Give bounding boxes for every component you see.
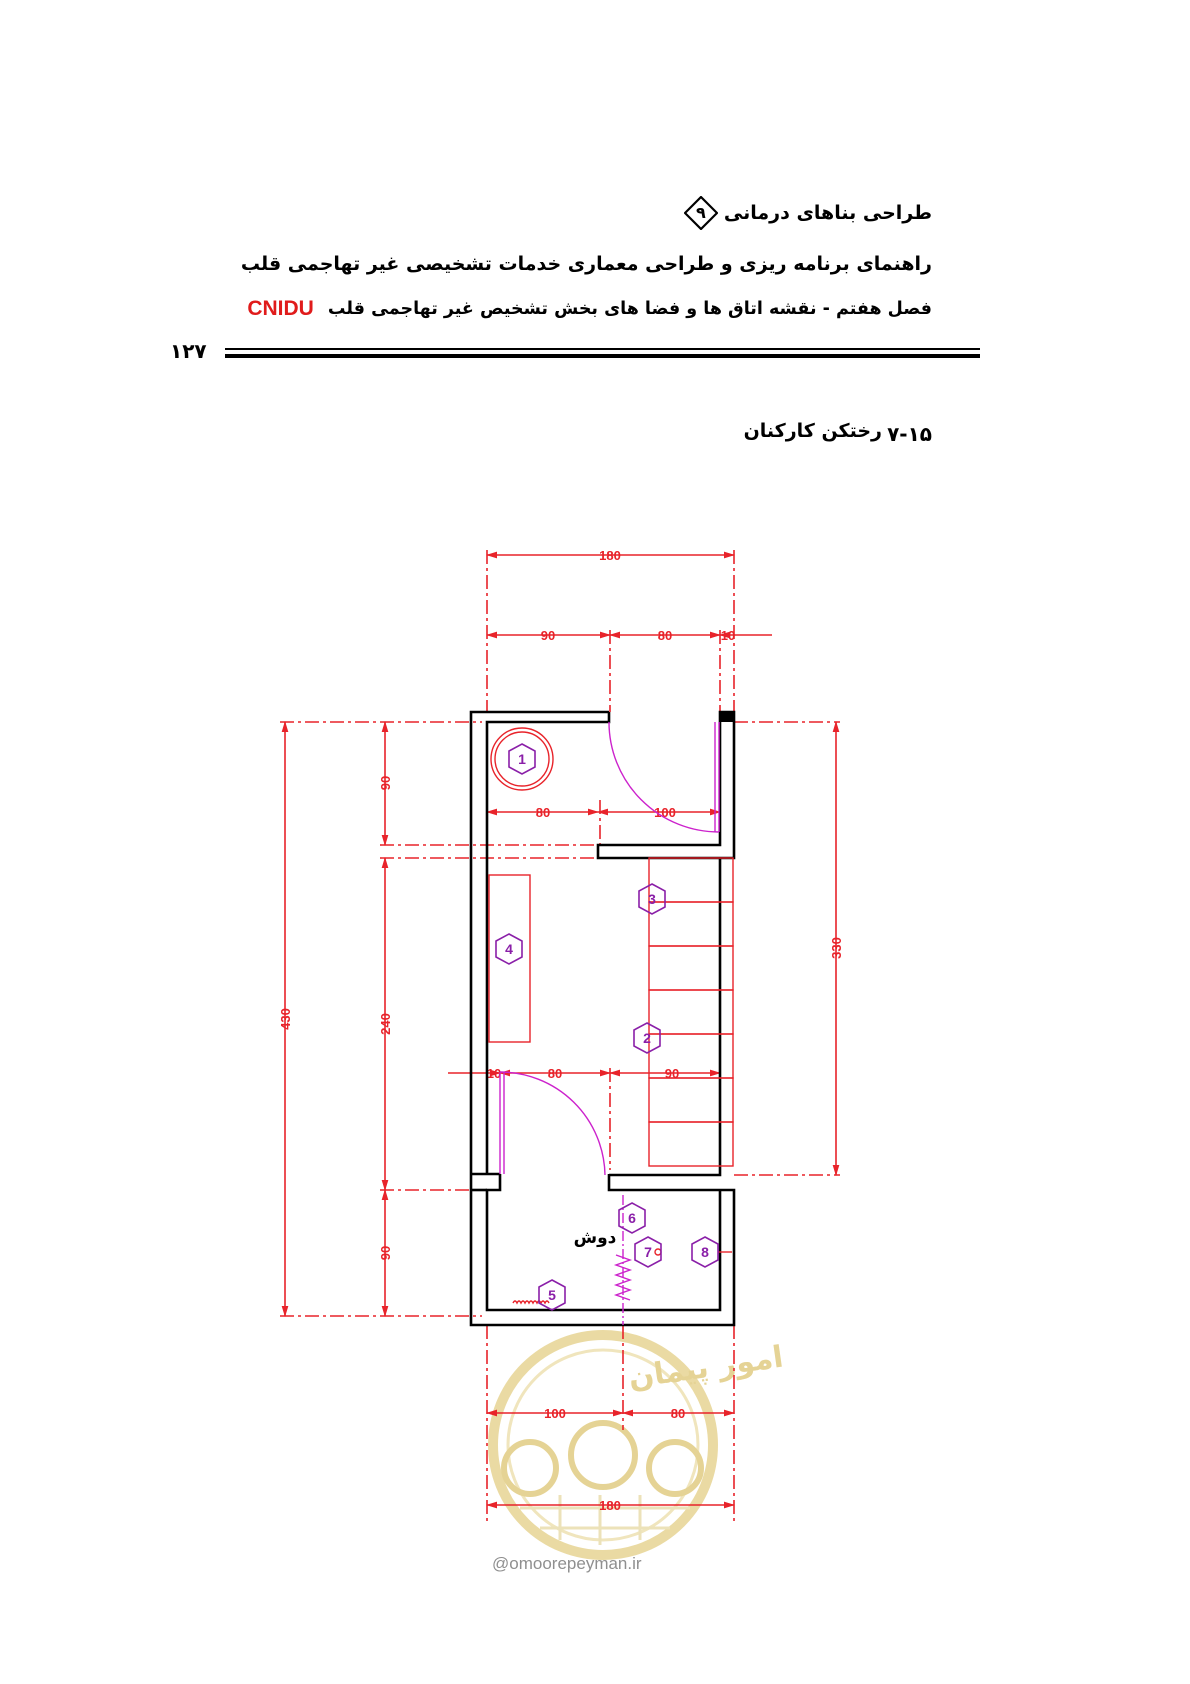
section-title: رختکن کارکنان <box>743 420 882 442</box>
tag-3 <box>639 884 665 914</box>
watermark-seal-text: امور پیمان <box>626 1339 786 1396</box>
svg-text:7: 7 <box>644 1244 652 1260</box>
svg-text:3: 3 <box>648 891 656 907</box>
tag-8 <box>692 1237 718 1267</box>
series-title: طراحی بناهای درمانی <box>723 202 932 224</box>
tag-4 <box>496 934 522 964</box>
svg-text:1: 1 <box>518 751 526 767</box>
svg-text:5: 5 <box>548 1287 556 1303</box>
dim-upper-room-right: 100 <box>654 805 676 820</box>
dim-bottom-right: 80 <box>670 1406 686 1421</box>
dim-right-total: 330 <box>829 937 844 959</box>
section-number: ۷-۱۵ <box>887 422 932 446</box>
chapter-code: CNIDU <box>247 297 314 320</box>
dim-top-left: 90 <box>540 628 556 643</box>
dim-bottom-total: 180 <box>599 1498 621 1513</box>
page-number: ۱۲۷ <box>170 339 207 363</box>
svg-text:8: 8 <box>701 1244 709 1260</box>
tag-2 <box>634 1023 660 1053</box>
dim-upper-room-left: 80 <box>535 805 551 820</box>
shower-label: دوش <box>573 1228 617 1248</box>
dim-top-total: 180 <box>599 548 621 563</box>
svg-text:4: 4 <box>505 941 513 957</box>
svg-text:2: 2 <box>643 1030 651 1046</box>
dim-left-total: 430 <box>278 1008 293 1030</box>
dim-middle-left: 10 <box>486 1066 502 1081</box>
at-icon: @ <box>492 1554 510 1573</box>
series-number: ۹ <box>696 203 706 222</box>
dim-top-mid: 80 <box>657 628 673 643</box>
dim-bottom-left: 100 <box>544 1406 566 1421</box>
watermark-url-text: omoorepeyman.ir <box>509 1554 642 1573</box>
dim-left-middle: 240 <box>378 1013 393 1035</box>
wall-cap <box>720 712 734 722</box>
dim-left-lower: 90 <box>378 1245 393 1261</box>
chapter-title: فصل هفتم - نقشه اتاق ها و فضا های بخش تشخیص غیر تهاجمی قلب <box>327 299 932 319</box>
dim-left-upper: 90 <box>378 775 393 791</box>
watermark-url <box>492 1554 642 1574</box>
guide-title: راهنمای برنامه ریزی و طراحی معماری خدمات تشخیصی غیر تهاجمی قلب <box>240 253 932 275</box>
dim-middle-mid: 80 <box>547 1066 563 1081</box>
svg-text:6: 6 <box>628 1210 636 1226</box>
tag-5 <box>539 1280 565 1310</box>
watermark-seal <box>493 1335 785 1555</box>
tag-7 <box>635 1237 661 1267</box>
dim-middle-right: 90 <box>664 1066 680 1081</box>
tag-1 <box>509 744 535 774</box>
dim-top-right: 10 <box>720 628 736 643</box>
